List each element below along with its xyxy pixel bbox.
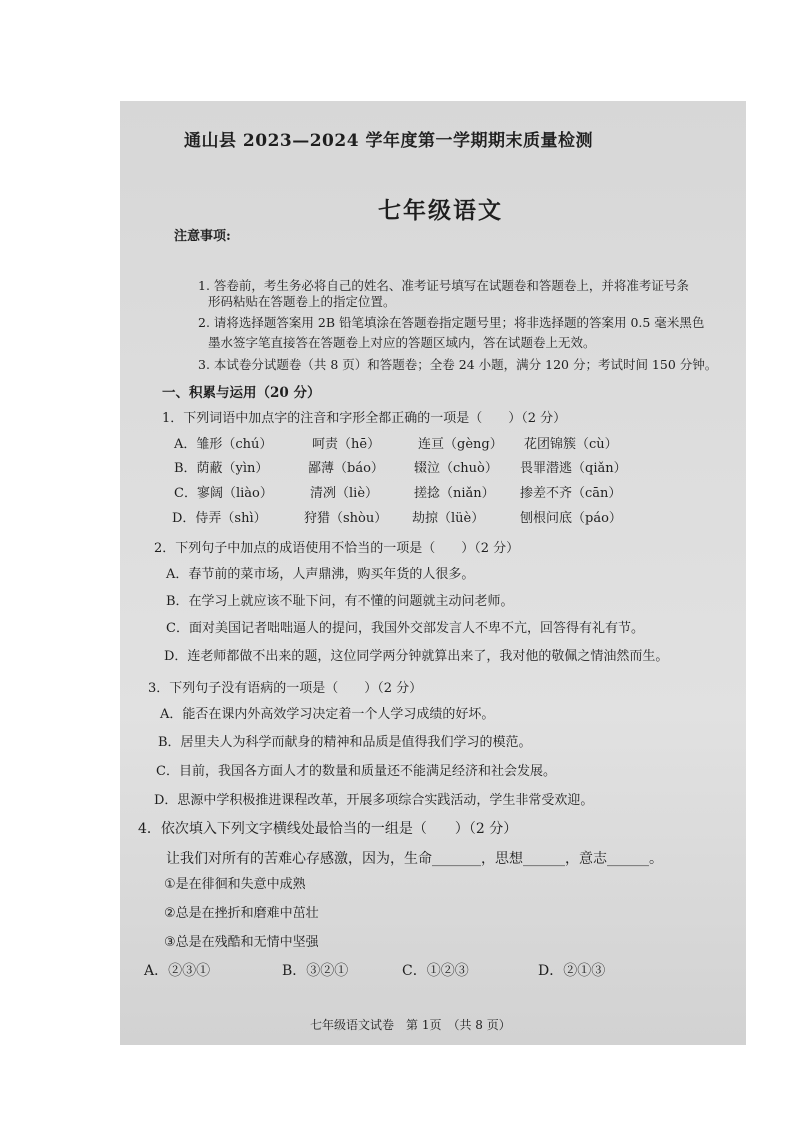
question-3-option: C．目前，我国各方面人才的数量和质量还不能满足经济和社会发展。 bbox=[156, 764, 556, 779]
option-item: 花团锦簇（cù） bbox=[524, 437, 618, 452]
question-3-option: A．能否在课内外高效学习决定着一个人学习成绩的好坏。 bbox=[160, 707, 495, 722]
question-1-stem: 1．下列词语中加点字的注音和字形全都正确的一项是（ ）（2 分） bbox=[162, 411, 567, 426]
option-item: A．②③① bbox=[144, 963, 211, 979]
question-3-option: B．居里夫人为科学而献身的精神和品质是值得我们学习的模范。 bbox=[158, 735, 532, 750]
option-item: 搓捻（niǎn） bbox=[414, 486, 495, 501]
page-footer: 七年级语文试卷 第 1页 （共 8 页） bbox=[310, 1018, 511, 1032]
notice-heading: 注意事项: bbox=[174, 229, 231, 244]
option-item: B．③②① bbox=[282, 963, 349, 979]
question-2-option: A．春节前的菜市场，人声鼎沸，购买年货的人很多。 bbox=[166, 567, 475, 582]
option-item: 掺差不齐（cān） bbox=[520, 486, 622, 501]
section-heading: 一、积累与运用（20 分） bbox=[162, 385, 321, 401]
exam-title: 通山县 2023—2024 学年度第一学期期末质量检测 bbox=[184, 131, 593, 151]
notice-line: 形码粘贴在答题卷上的指定位置。 bbox=[208, 294, 396, 309]
question-4-stem: 4．依次填入下列文字横线处最恰当的一组是（ ）（2 分） bbox=[138, 821, 518, 837]
option-item: B．荫蔽（yìn） bbox=[174, 461, 269, 476]
notice-line: 2. 请将选择题答案用 2B 铅笔填涂在答题卷指定题号里；将非选择题的答案用 0.5 毫米黑色 bbox=[198, 315, 705, 330]
question-4-phrase: ①是在徘徊和失意中成熟 bbox=[164, 877, 306, 892]
option-item: D．②①③ bbox=[538, 963, 606, 979]
notice-line: 3. 本试卷分试题卷（共 8 页）和答题卷；全卷 24 小题，满分 120 分；考试时间 150 分钟。 bbox=[198, 357, 718, 372]
option-item: 辍泣（chuò） bbox=[414, 461, 498, 476]
option-item: A．雏形（chú） bbox=[174, 437, 273, 452]
question-2-option: B．在学习上就应该不耻下问，有不懂的问题就主动问老师。 bbox=[166, 594, 514, 609]
option-item: D．侍弄（shì） bbox=[172, 511, 267, 526]
question-3-stem: 3．下列句子没有语病的一项是（ ）（2 分） bbox=[148, 681, 423, 696]
option-item: 鄙薄（báo） bbox=[308, 461, 384, 476]
exam-subtitle: 七年级语文 bbox=[378, 197, 503, 224]
question-2-option: C．面对美国记者咄咄逼人的提问，我国外交部发言人不卑不亢，回答得有礼有节。 bbox=[166, 621, 644, 636]
option-item: C．寥阔（liào） bbox=[174, 486, 273, 501]
option-item: 劫掠（lüè） bbox=[412, 511, 485, 526]
question-4-sentence: 让我们对所有的苦难心存感激，因为，生命_______，思想______，意志______。 bbox=[166, 851, 663, 867]
option-item: 连亘（gèng） bbox=[418, 437, 503, 452]
question-3-option: D．思源中学积极推进课程改革，开展多项综合实践活动，学生非常受欢迎。 bbox=[154, 793, 594, 808]
exam-paper-photo bbox=[120, 101, 746, 1045]
question-4-phrase: ②总是在挫折和磨难中茁壮 bbox=[164, 906, 319, 921]
notice-line: 墨水签字笔直接答在答题卷上对应的答题区域内，答在试题卷上无效。 bbox=[208, 335, 596, 350]
question-4-phrase: ③总是在残酷和无情中坚强 bbox=[164, 935, 319, 950]
option-item: C．①②③ bbox=[402, 963, 469, 979]
option-item: 清冽（liè） bbox=[310, 486, 379, 501]
question-2-option: D．连老师都做不出来的题，这位同学两分钟就算出来了，我对他的敬佩之情油然而生。 bbox=[164, 649, 669, 664]
option-item: 狩猎（shòu） bbox=[304, 511, 388, 526]
option-item: 畏罪潜逃（qiǎn） bbox=[520, 461, 627, 476]
question-2-stem: 2．下列句子中加点的成语使用不恰当的一项是（ ）（2 分） bbox=[154, 541, 520, 556]
notice-line: 1. 答卷前，考生务必将自己的姓名、准考证号填写在试题卷和答题卷上，并将准考证号条 bbox=[198, 278, 689, 293]
option-item: 刨根问底（páo） bbox=[520, 511, 622, 526]
option-item: 呵责（hē） bbox=[312, 437, 381, 452]
